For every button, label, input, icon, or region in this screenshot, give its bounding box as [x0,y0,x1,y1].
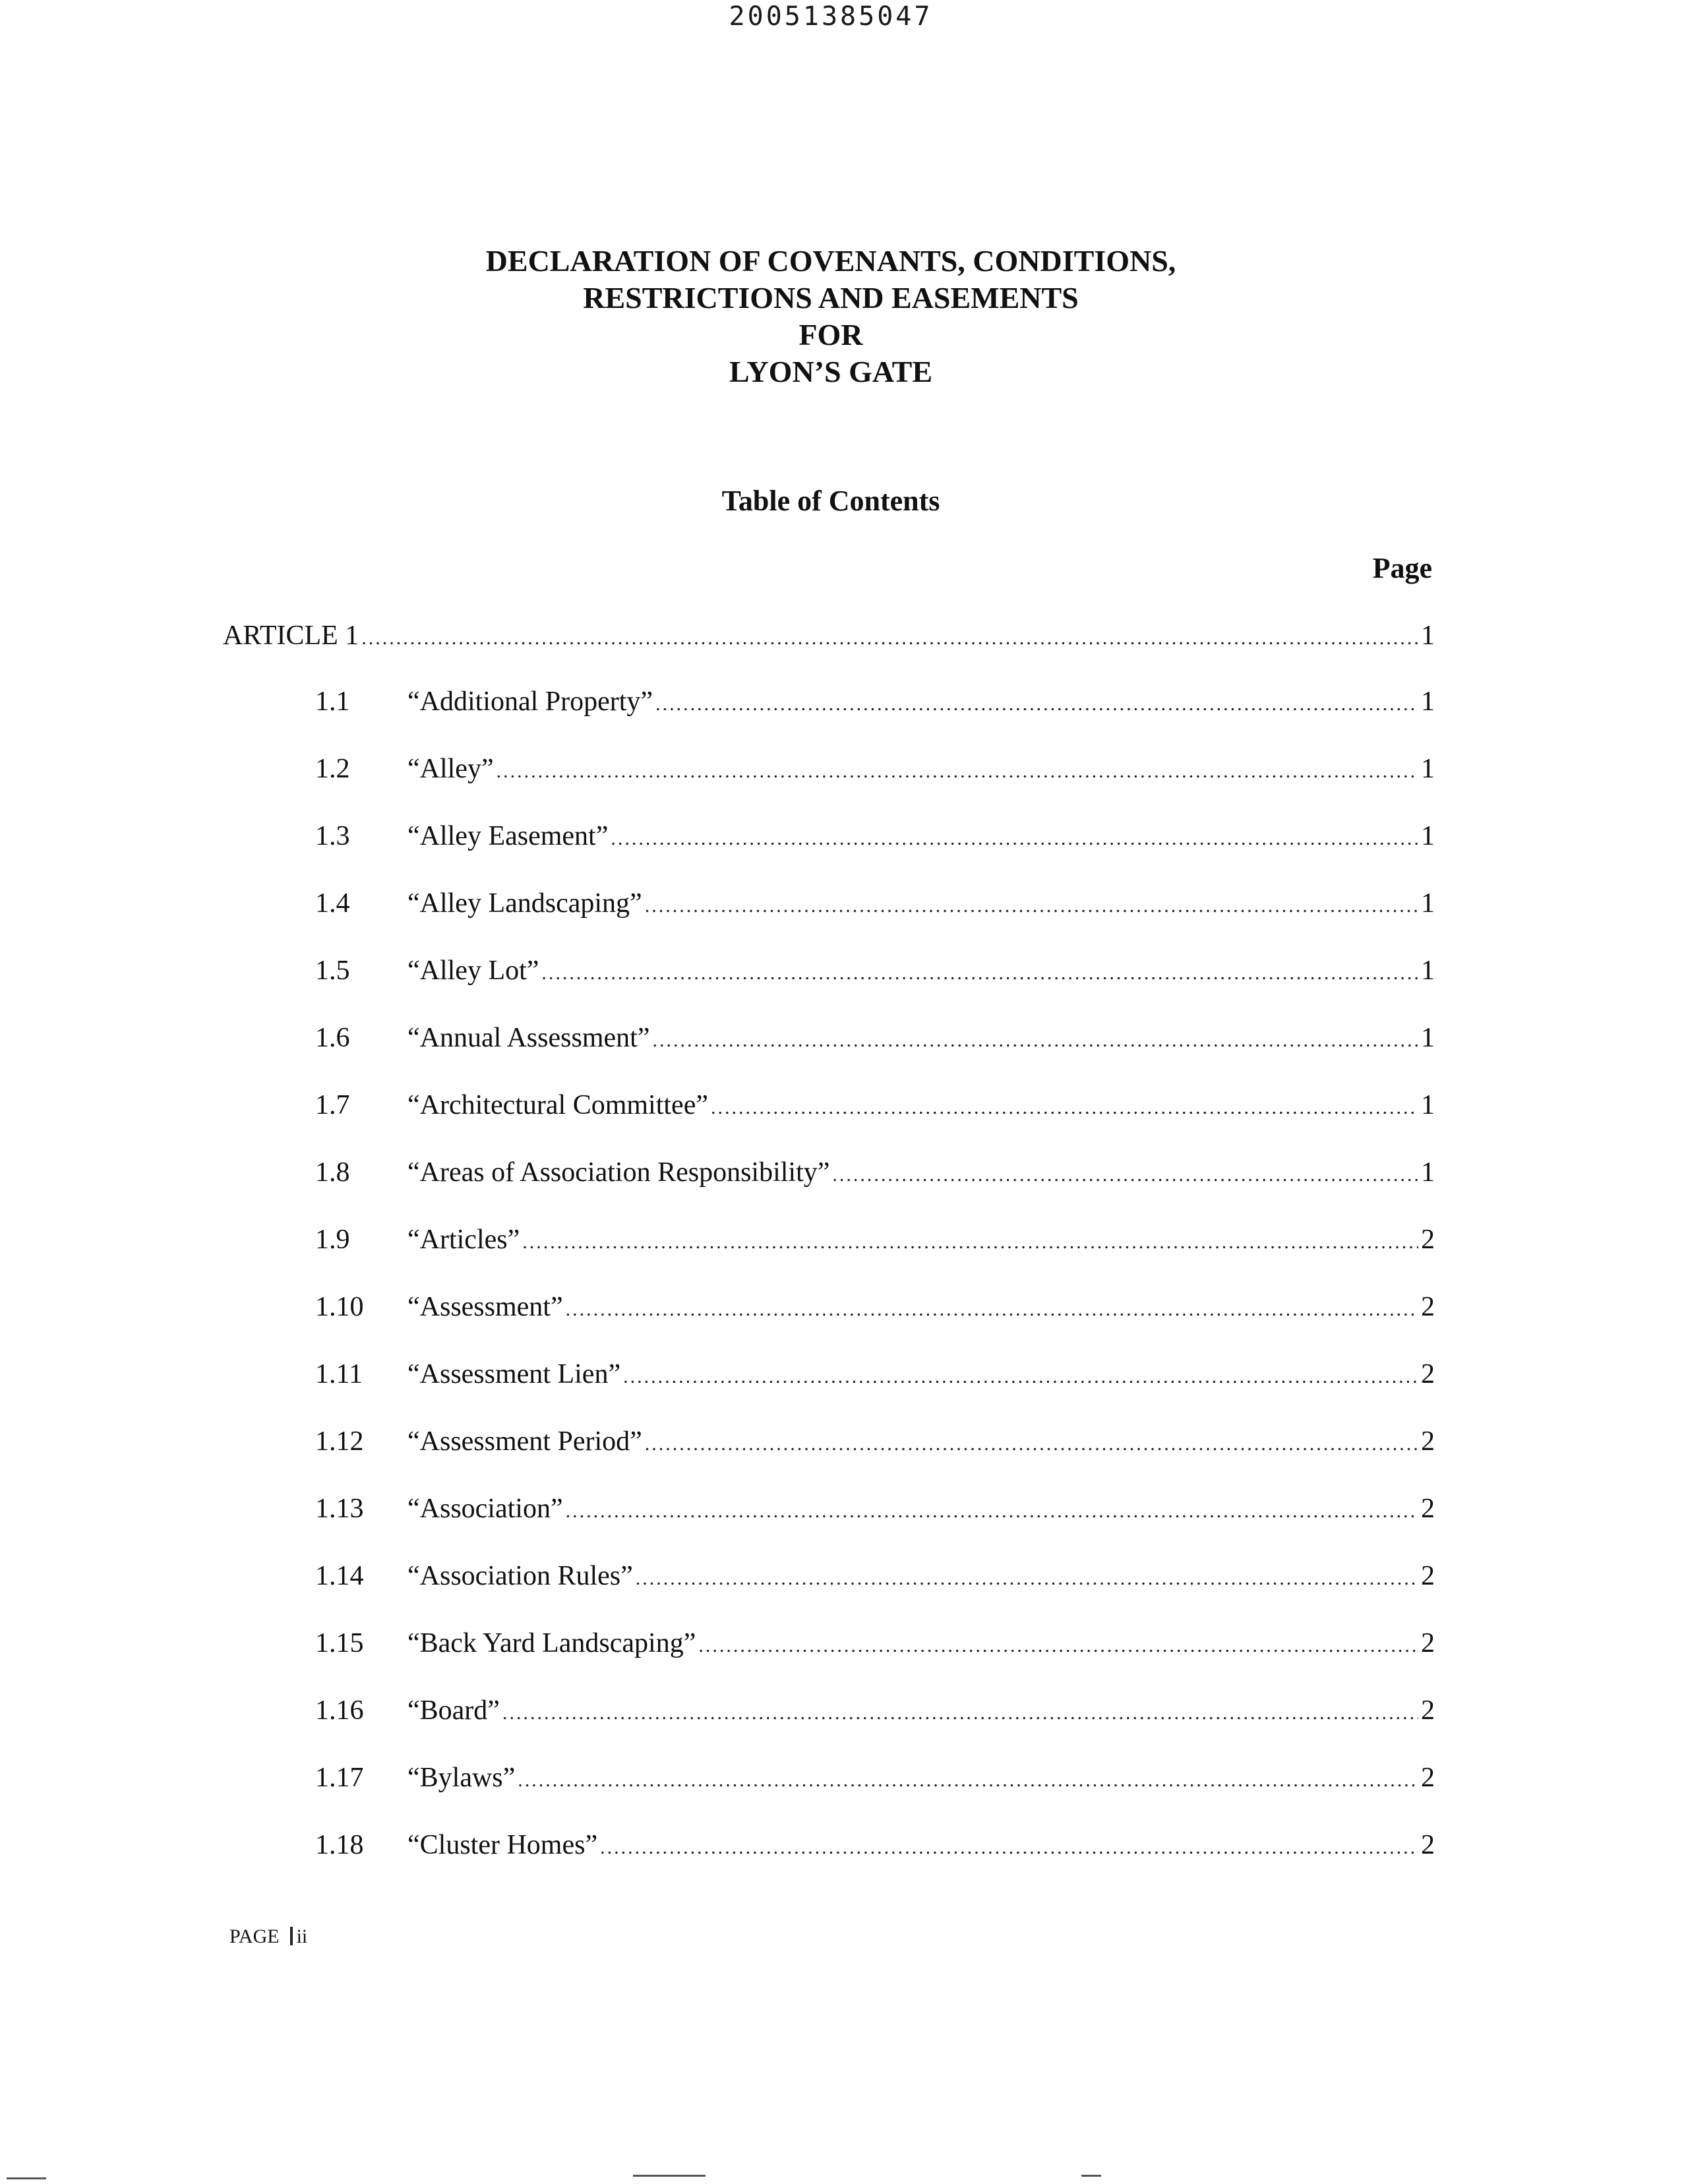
leader-dots [645,1433,1418,1455]
entry-title: “Assessment” [407,1292,563,1322]
leader-dots [502,1702,1418,1724]
entry-title: “Cluster Homes” [407,1830,598,1860]
toc-entry-row[interactable] [223,1493,1435,1560]
leader-dots [361,627,1418,650]
entry-page: 2 [1421,1426,1435,1457]
entry-number: 1.10 [315,1292,364,1322]
entry-page: 1 [1421,888,1435,919]
entry-title: “Board” [407,1695,500,1726]
toc-entry-row[interactable] [223,888,1435,955]
document-title [0,243,1662,390]
leader-dots [652,1029,1418,1052]
footer-divider [290,1927,293,1945]
entry-number: 1.6 [315,1023,350,1053]
entry-title: “Alley Landscaping” [407,888,642,919]
article-label: ARTICLE 1 [223,621,359,651]
toc-entry-row[interactable] [223,1358,1435,1426]
entry-page: 1 [1421,754,1435,784]
leader-dots [645,895,1418,917]
toc-entry-row[interactable] [223,686,1435,753]
recording-number: 20051385047 [729,1,933,32]
entry-title: “Assessment Lien” [407,1359,621,1389]
entry-title: “Assessment Period” [407,1426,642,1457]
entry-number: 1.4 [315,888,350,919]
entry-page: 1 [1421,1157,1435,1188]
entry-title: “Alley Lot” [407,956,539,986]
entry-title: “Alley” [407,754,494,784]
entry-title: “Bylaws” [407,1763,516,1793]
toc-entry-row[interactable] [223,1762,1435,1829]
leader-dots [832,1164,1418,1186]
entry-number: 1.2 [315,754,350,784]
entry-page: 1 [1421,686,1435,717]
entry-page: 2 [1421,1763,1435,1793]
toc-article-row[interactable] [223,620,1435,686]
toc-entry-row[interactable] [223,1089,1435,1157]
entry-number: 1.18 [315,1830,364,1860]
entry-title: “Annual Assessment” [407,1023,650,1053]
toc-entry-row[interactable] [223,955,1435,1022]
entry-page: 2 [1421,1292,1435,1322]
toc-entry-row[interactable] [223,1157,1435,1224]
leader-dots [655,693,1418,715]
toc-entry-row[interactable] [223,1022,1435,1089]
toc-entry-row[interactable] [223,1560,1435,1627]
leader-dots [566,1298,1418,1321]
entry-number: 1.3 [315,821,350,851]
title-line: RESTRICTIONS AND EASEMENTS [583,281,1079,315]
entry-number: 1.9 [315,1225,350,1255]
leader-dots [600,1836,1418,1859]
toc-entry-row[interactable] [223,1627,1435,1695]
toc-entry-row[interactable] [223,753,1435,820]
entry-page: 2 [1421,1359,1435,1389]
entry-page: 1 [1421,956,1435,986]
scan-mark [1081,2175,1101,2177]
entry-title: “Articles” [407,1225,520,1255]
toc-entry-row[interactable] [223,1291,1435,1358]
entry-number: 1.14 [315,1561,364,1591]
title-line: DECLARATION OF COVENANTS, CONDITIONS, [485,244,1176,278]
entry-title: “Association Rules” [407,1561,633,1591]
entry-number: 1.11 [315,1359,363,1389]
leader-dots [566,1500,1418,1523]
leader-dots [636,1567,1418,1590]
leader-dots [623,1366,1418,1388]
footer-page-number: ii [296,1926,308,1947]
leader-dots [611,828,1418,850]
article-page: 1 [1421,621,1435,651]
scan-mark [633,2175,706,2177]
entry-page: 2 [1421,1225,1435,1255]
leader-dots [497,760,1418,783]
entry-number: 1.12 [315,1426,364,1457]
leader-dots [522,1231,1418,1254]
title-line: FOR [799,318,863,351]
entry-number: 1.13 [315,1494,364,1524]
leader-dots [541,962,1418,985]
entry-page: 1 [1421,1023,1435,1053]
entry-page: 1 [1421,821,1435,851]
leader-dots [698,1635,1418,1657]
toc-entry-row[interactable] [223,820,1435,888]
table-of-contents [223,620,1435,1896]
leader-dots [518,1769,1418,1792]
entry-number: 1.17 [315,1763,364,1793]
entry-title: “Back Yard Landscaping” [407,1628,696,1658]
footer-label: PAGE [229,1926,280,1947]
page-footer [229,1926,307,1948]
toc-entry-row[interactable] [223,1224,1435,1291]
entry-page: 2 [1421,1494,1435,1524]
toc-heading: Table of Contents [721,485,940,517]
entry-number: 1.15 [315,1628,364,1658]
entry-number: 1.5 [315,956,350,986]
entry-number: 1.8 [315,1157,350,1188]
entry-number: 1.7 [315,1090,350,1120]
scan-mark [7,2177,46,2179]
entry-number: 1.16 [315,1695,364,1726]
entry-page: 2 [1421,1561,1435,1591]
toc-entry-row[interactable] [223,1695,1435,1762]
entry-page: 2 [1421,1695,1435,1726]
leader-dots [711,1097,1418,1119]
entry-page: 2 [1421,1830,1435,1860]
entry-title: “Alley Easement” [407,821,609,851]
entry-number: 1.1 [315,686,350,717]
entry-title: “Architectural Committee” [407,1090,708,1120]
entry-title: “Association” [407,1494,563,1524]
toc-entry-row[interactable] [223,1426,1435,1493]
entry-title: “Areas of Association Responsibility” [407,1157,830,1188]
entry-page: 2 [1421,1628,1435,1658]
title-line: LYON’S GATE [729,355,933,388]
entry-page: 1 [1421,1090,1435,1120]
entry-title: “Additional Property” [407,686,653,717]
toc-entry-row[interactable] [223,1829,1435,1896]
page-column-label: Page [1372,552,1432,584]
